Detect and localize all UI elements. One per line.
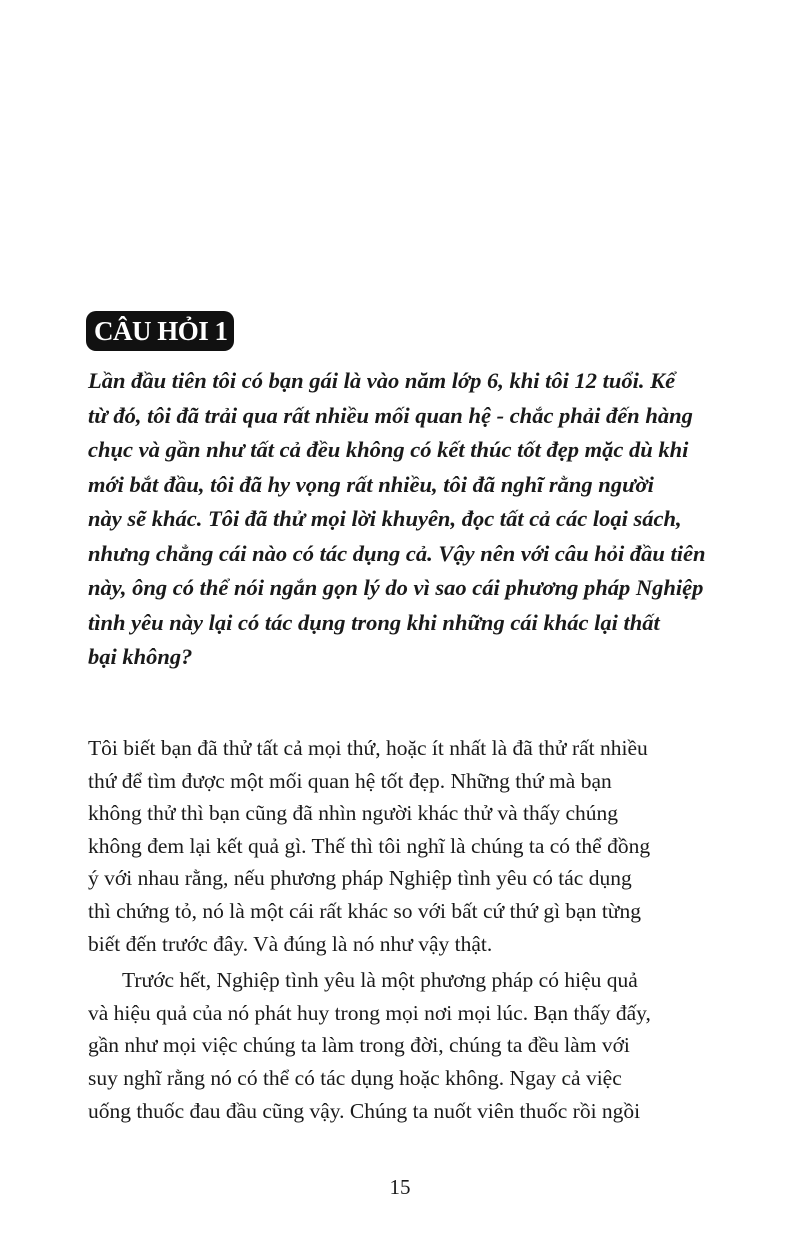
question-line: nhưng chẳng cái nào có tác dụng cả. Vậy nên với câu hỏi đầu tiên bbox=[88, 540, 706, 566]
answer-line: không đem lại kết quả gì. Thế thì tôi nghĩ là chúng ta có thể đồng bbox=[88, 833, 651, 858]
answer-line: Tôi biết bạn đã thử tất cả mọi thứ, hoặc ít nhất là đã thử rất nhiều bbox=[88, 736, 648, 760]
answer-line: thứ để tìm được một mối quan hệ tốt đẹp. Những thứ mà bạn bbox=[88, 768, 612, 793]
question-line: mới bắt đầu, tôi đã hy vọng rất nhiều, tôi đã nghĩ rằng người bbox=[88, 471, 654, 497]
answer-paragraph-1 bbox=[88, 732, 728, 960]
question-line: Lần đầu tiên tôi có bạn gái là vào năm lớp 6, khi tôi 12 tuổi. Kể bbox=[88, 368, 676, 393]
question-text bbox=[88, 364, 728, 675]
answer-line: thì chứng tỏ, nó là một cái rất khác so với bất cứ thứ gì bạn từng bbox=[88, 898, 641, 923]
answer-line: gần như mọi việc chúng ta làm trong đời, chúng ta đều làm với bbox=[88, 1033, 630, 1058]
answer-line: không thử thì bạn cũng đã nhìn người khác thử và thấy chúng bbox=[88, 801, 618, 826]
question-line: tình yêu này lại có tác dụng trong khi những cái khác lại thất bbox=[88, 609, 660, 635]
answer-line: uống thuốc đau đầu cũng vậy. Chúng ta nuốt viên thuốc rồi ngồi bbox=[88, 1098, 641, 1123]
answer-line: biết đến trước đây. Và đúng là nó như vậy thật. bbox=[88, 931, 493, 956]
question-badge: CÂU HỎI 1 bbox=[86, 311, 234, 351]
answer-line: ý với nhau rằng, nếu phương pháp Nghiệp tình yêu có tác dụng bbox=[88, 866, 632, 891]
answer-line: và hiệu quả của nó phát huy trong mọi nơi mọi lúc. Bạn thấy đấy, bbox=[88, 1000, 651, 1025]
question-line: chục và gần như tất cả đều không có kết thúc tốt đẹp mặc dù khi bbox=[88, 437, 689, 462]
answer-paragraph-2 bbox=[88, 964, 728, 1127]
question-line: này, ông có thể nói ngắn gọn lý do vì sao cái phương pháp Nghiệp bbox=[88, 575, 704, 600]
answer-line: Trước hết, Nghiệp tình yêu là một phương pháp có hiệu quả bbox=[122, 968, 638, 993]
question-line: từ đó, tôi đã trải qua rất nhiều mối quan hệ - chắc phải đến hàng bbox=[88, 402, 693, 428]
answer-text bbox=[88, 732, 728, 1127]
question-line: bại không? bbox=[88, 644, 193, 669]
question-line: này sẽ khác. Tôi đã thử mọi lời khuyên, đọc tất cả các loại sách, bbox=[88, 506, 682, 531]
page-number: 15 bbox=[389, 1175, 411, 1199]
answer-line: suy nghĩ rằng nó có thể có tác dụng hoặc không. Ngay cả việc bbox=[88, 1065, 622, 1090]
